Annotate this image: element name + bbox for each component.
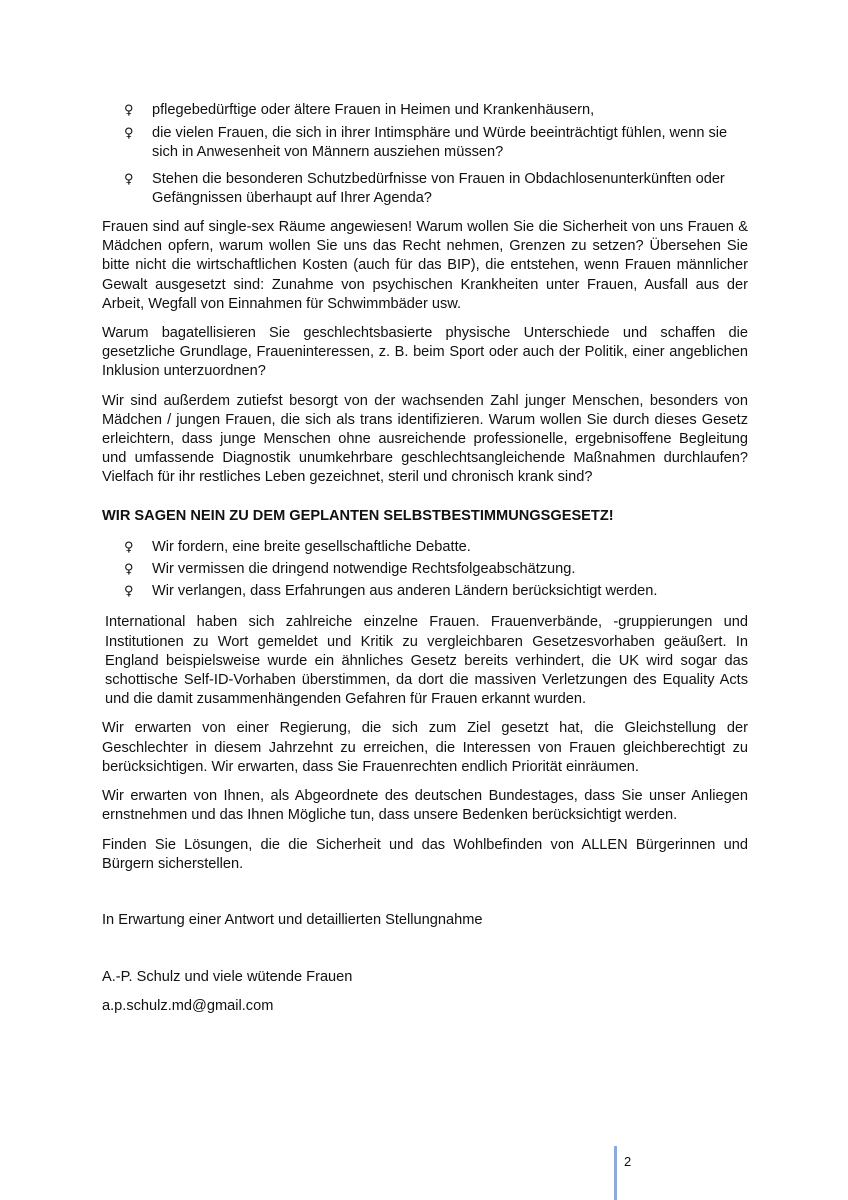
- list-item: ♀ Wir vermissen die dringend notwendige Rechtsfolgeabschätzung.: [102, 560, 748, 579]
- paragraph: Frauen sind auf single-sex Räume angewiesen! Warum wollen Sie die Sicherheit von uns Frauen & Mädchen opfern, warum wollen Sie uns das Recht nehmen, Grenzen zu setzen? Übersehen Sie bitte nicht die wirtschaftlichen Kosten (auch für das BIP), die entstehen, wenn Frauen männlicher Gewalt ausgesetzt sind: Zunahme von psychischen Krankheiten unter Frauen, Ausfall aus der Arbeit, Wegfall von Einnahmen für Schwimmbäder usw.: [102, 219, 748, 312]
- venus-symbol-icon: ♀: [124, 103, 134, 118]
- venus-symbol-icon: ♀: [124, 126, 134, 142]
- concerns-list: [102, 101, 748, 208]
- list-item: ♀ die vielen Frauen, die sich in ihrer Intimsphäre und Würde beeinträchtigt fühlen, wenn sie sich in Anwesenheit von Männern ausziehen müssen?: [124, 125, 728, 161]
- paragraph: International haben sich zahlreiche einzelne Frauen. Frauenverbände, -gruppierungen und Institutionen zu Wort gemeldet und Kritik zu vergleichbaren Gesetzesvorhaben geäußert. In England beispielsweise wurde ein ähnliches Gesetz bereits verhindert, die UK wird sogar das schottische Self-ID-Vorhaben überstimmen, da dort die massiven Verletzungen des Equality Acts und die damit zusammenhängenden Gefahren für Frauen erkannt wurden.: [105, 614, 748, 708]
- paragraph: Finden Sie Lösungen, die die Sicherheit und das Wohlbefinden von ALLEN Bürgerinnen und Bürgern sicherstellen.: [102, 836, 748, 872]
- venus-symbol-icon: ♀: [124, 539, 134, 555]
- section-heading: WIR SAGEN NEIN ZU DEM GEPLANTEN SELBSTBESTIMMUNGSGESETZ!: [102, 507, 614, 524]
- list-item: ♀ Stehen die besonderen Schutzbedürfnisse von Frauen in Obdachlosenunterkünften oder Gefängnissen überhaupt auf Ihrer Agenda?: [124, 170, 725, 206]
- paragraph: Wir erwarten von einer Regierung, die sich zum Ziel gesetzt hat, die Gleichstellung der Geschlechter in diesem Jahrzehnt zu erreichen, die Interessen von Frauen gleichberechtigt zu berücksichtigen. Wir erwarten, dass Sie Frauenrechten endlich Priorität einräumen.: [102, 720, 748, 775]
- paragraph: Wir erwarten von Ihnen, als Abgeordnete des deutschen Bundestages, dass Sie unser Anliegen ernstnehmen und das Ihnen Mögliche tun, dass unsere Bedenken berücksichtigt werden.: [102, 788, 748, 824]
- list-item: ♀ Wir verlangen, dass Erfahrungen aus anderen Ländern berücksichtigt werden.: [102, 582, 748, 601]
- venus-symbol-icon: ♀: [124, 562, 134, 578]
- email-address: a.p.schulz.md@gmail.com: [102, 998, 274, 1015]
- paragraph: Wir sind außerdem zutiefst besorgt von der wachsenden Zahl junger Menschen, besonders von Mädchen / jungen Frauen, die sich als trans identifizieren. Warum wollen Sie durch dieses Gesetz erleichtern, dass junge Menschen ohne ausreichende professionelle, ergebnisoffene Begleitung und umfassende Diagnostik unumkehrbare geschlechtsangleichende Maßnahmen durchlaufen? Vielfach für ihr restliches Leben gezeichnet, steril und chronisch krank sind?: [102, 392, 748, 486]
- paragraph: Warum bagatellisieren Sie geschlechtsbasierte physische Unterschiede und schaffen die gesetzliche Grundlage, Fraueninteressen, z. B. beim Sport oder auch der Politik, einer angeblichen Inklusion unterzuordnen?: [102, 325, 748, 380]
- venus-symbol-icon: ♀: [124, 171, 134, 187]
- demands-list: [102, 538, 748, 602]
- letter-page-content: [102, 101, 748, 1017]
- list-item: ♀ Wir fordern, eine breite gesellschaftliche Debatte.: [102, 538, 748, 557]
- signature-line: A.-P. Schulz und viele wütende Frauen: [102, 969, 353, 986]
- venus-symbol-icon: ♀: [124, 584, 134, 600]
- list-item: ♀ pflegebedürftige oder ältere Frauen in Heimen und Krankenhäusern,: [102, 101, 748, 120]
- page-number: 2: [624, 1154, 632, 1169]
- closing-line: In Erwartung einer Antwort und detaillierten Stellungnahme: [102, 911, 483, 928]
- page-number-bar: [614, 1146, 617, 1200]
